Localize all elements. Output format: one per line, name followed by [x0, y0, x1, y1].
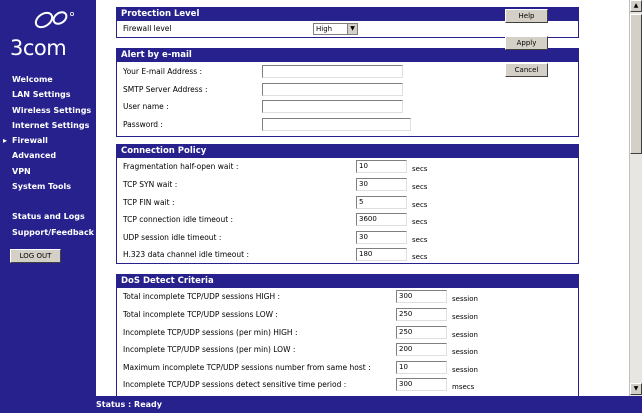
scroll-down-icon[interactable]: ▼: [630, 383, 642, 395]
nav-item-wireless-settings[interactable]: Wireless Settings: [12, 105, 92, 115]
protection-level-title: Protection Level: [117, 8, 578, 21]
scrollbar-thumb[interactable]: [630, 14, 642, 154]
tcp-idle-timeout-label: TCP connection idle timeout :: [123, 215, 234, 224]
per-min-high-unit: session: [452, 331, 478, 339]
same-host-max-label: Maximum incomplete TCP/UDP sessions number from same host :: [123, 363, 371, 372]
status-bar: [0, 396, 642, 413]
firewall-level-select[interactable]: [313, 23, 358, 35]
chevron-down-icon: ▼: [347, 24, 357, 34]
logo: [6, 4, 90, 60]
udp-idle-timeout-unit: secs: [412, 236, 428, 244]
total-incomplete-low-field[interactable]: 250: [396, 308, 447, 321]
nav-item-firewall[interactable]: ▸ Firewall: [0, 133, 96, 148]
fragmentation-wait-unit: secs: [412, 165, 428, 173]
3com-swirl-icon: [6, 4, 90, 34]
cancel-button[interactable]: Cancel: [505, 63, 548, 77]
help-button[interactable]: Help: [505, 9, 548, 23]
tcp-syn-wait-unit: secs: [412, 183, 428, 191]
user-name-field[interactable]: [262, 100, 403, 113]
same-host-max-field[interactable]: 10: [396, 361, 447, 374]
logout-button[interactable]: LOG OUT: [10, 249, 61, 263]
total-incomplete-low-label: Total incomplete TCP/UDP sessions LOW :: [123, 310, 278, 319]
nav-item-support-feedback[interactable]: Support/Feedback: [12, 227, 95, 237]
dos-criteria-title: DoS Detect Criteria: [117, 275, 578, 288]
nav-item-system-tools[interactable]: System Tools: [12, 182, 71, 192]
tcp-fin-wait-label: TCP FIN wait :: [123, 198, 175, 207]
status-text: Status : Ready: [96, 400, 162, 409]
connection-policy-section: [116, 144, 579, 264]
per-min-high-field[interactable]: 250: [396, 326, 447, 339]
fragmentation-wait-label: Fragmentation half-open wait :: [123, 162, 239, 171]
dos-criteria-section: [116, 274, 579, 396]
nav-item-advanced[interactable]: Advanced: [12, 151, 57, 161]
connection-policy-title: Connection Policy: [117, 145, 578, 158]
scroll-up-icon[interactable]: ▲: [630, 0, 642, 12]
per-min-low-unit: session: [452, 348, 478, 356]
nav-spacer: [0, 194, 96, 209]
sensitive-period-field[interactable]: 300: [396, 378, 447, 391]
per-min-low-field[interactable]: 200: [396, 343, 447, 356]
total-incomplete-high-unit: session: [452, 295, 478, 303]
sidebar: [0, 0, 96, 396]
vertical-scrollbar[interactable]: [629, 0, 642, 396]
firewall-level-value: High: [316, 25, 333, 33]
email-address-field[interactable]: [262, 65, 403, 78]
tcp-fin-wait-field[interactable]: 5: [356, 196, 407, 209]
total-incomplete-high-field[interactable]: 300: [396, 290, 447, 303]
sensitive-period-label: Incomplete TCP/UDP sessions detect sensitive time period :: [123, 380, 347, 389]
total-incomplete-low-unit: session: [452, 313, 478, 321]
apply-button[interactable]: Apply: [505, 36, 548, 50]
smtp-server-label: SMTP Server Address :: [123, 85, 208, 94]
udp-idle-timeout-label: UDP session idle timeout :: [123, 233, 222, 242]
nav-item-vpn[interactable]: VPN: [12, 166, 31, 176]
nav-item-welcome[interactable]: Welcome: [12, 75, 53, 84]
nav-item-lan-settings[interactable]: LAN Settings: [12, 90, 71, 100]
smtp-server-field[interactable]: [262, 83, 403, 96]
password-label: Password :: [123, 120, 163, 129]
firewall-level-label: Firewall level: [123, 24, 172, 33]
fragmentation-wait-field[interactable]: 10: [356, 160, 407, 173]
tcp-syn-wait-field[interactable]: 30: [356, 178, 407, 191]
same-host-max-unit: session: [452, 366, 478, 374]
sensitive-period-unit: msecs: [452, 383, 475, 391]
per-min-high-label: Incomplete TCP/UDP sessions (per min) HIGH :: [123, 328, 298, 337]
email-address-label: Your E-mail Address :: [123, 67, 203, 76]
per-min-low-label: Incomplete TCP/UDP sessions (per min) LOW :: [123, 345, 296, 354]
nav-item-status-and-logs[interactable]: Status and Logs: [12, 212, 85, 222]
brand-name: 3com: [10, 36, 67, 60]
nav-item-internet-settings[interactable]: Internet Settings: [12, 120, 90, 130]
alert-email-title: Alert by e-mail: [117, 49, 578, 62]
alert-email-section: [116, 48, 579, 137]
udp-idle-timeout-field[interactable]: 30: [356, 231, 407, 244]
total-incomplete-high-label: Total incomplete TCP/UDP sessions HIGH :: [123, 292, 281, 301]
tcp-syn-wait-label: TCP SYN wait :: [123, 180, 178, 189]
content-pane: [96, 0, 629, 396]
h323-idle-timeout-field[interactable]: 180: [356, 248, 407, 261]
password-field[interactable]: [262, 118, 411, 131]
tcp-idle-timeout-unit: secs: [412, 218, 428, 226]
tcp-fin-wait-unit: secs: [412, 201, 428, 209]
user-name-label: User name :: [123, 102, 169, 111]
h323-idle-timeout-label: H.323 data channel idle timeout :: [123, 250, 249, 259]
h323-idle-timeout-unit: secs: [412, 253, 428, 261]
tcp-idle-timeout-field[interactable]: 3600: [356, 213, 407, 226]
nav-menu: [0, 72, 96, 240]
